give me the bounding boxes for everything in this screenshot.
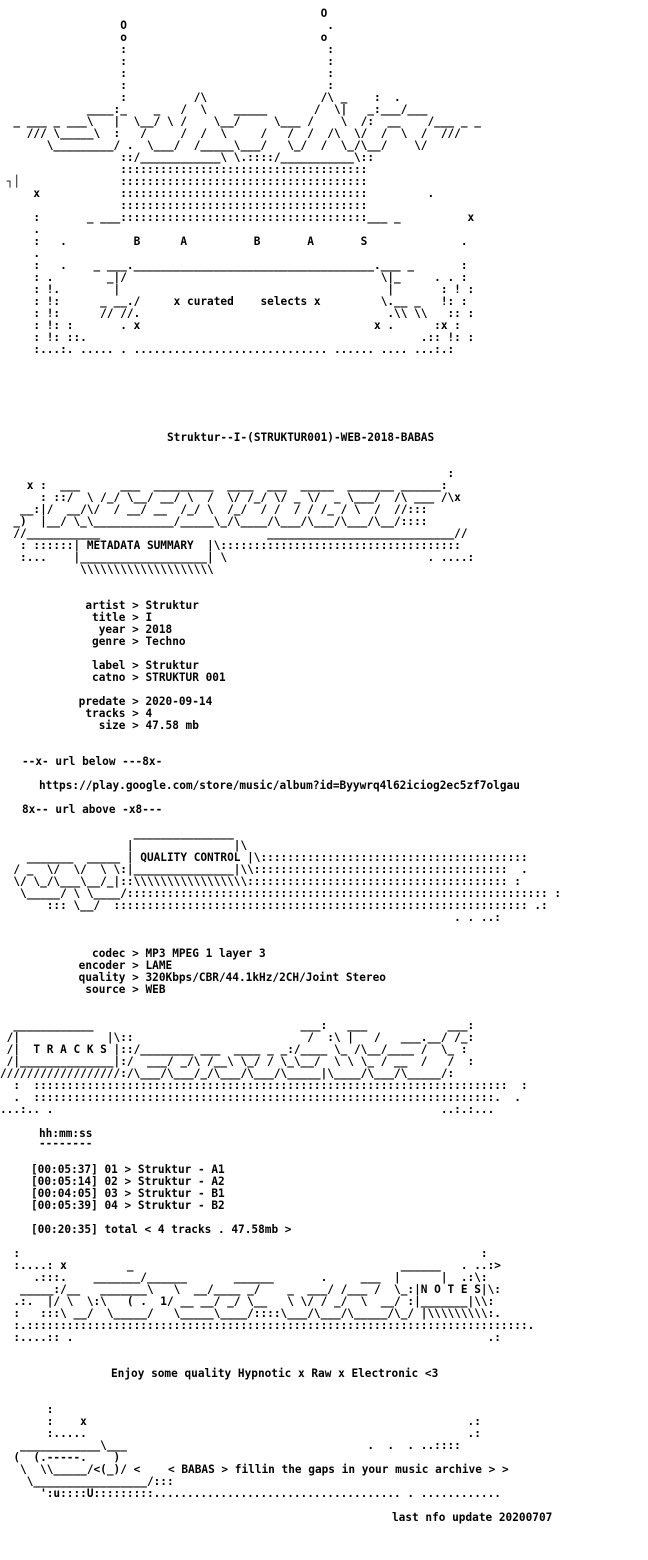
album-url[interactable]: https://play.google.com/store/music/album?id=Byywrq4l62iciog2ec5zf7olgau	[39, 779, 520, 792]
track-title: A1	[211, 1163, 225, 1176]
tracklist-total: [00:20:35] total < 4 tracks . 47.58mb >	[31, 1223, 292, 1236]
track-artist: Struktur	[137, 1187, 192, 1200]
codec-value: MP3 MPEG 1 layer 3	[145, 947, 266, 960]
catno-value: STRUKTUR 001	[145, 671, 226, 684]
quality-logo-art: _______________ | |\ _______ _____ | QUALITY CONTROL |\:::::::::::::::::::::::::::::::::::::::: / _ \/ \/ \ \:|_______________|\\:::::::::::::::::::::::::::::::::::::: . \/ \_/\___\__/_|::\\\\\\\\\\\\\\\\\::::::::::::::::::::::::::::::::::::::: : \_____/ \ \____/::::::::::::::::::::::::::::::::::::::::::::::::::::::::::::::: : ::: \__/ :::::::::::::::::::::::::::::::::::::::::::::::::::::::::::::: .: . . ..:	[13, 827, 562, 924]
track-artist: Struktur	[137, 1199, 192, 1212]
tracks-value: 4	[145, 707, 153, 720]
source-label: source	[72, 983, 126, 996]
track-title: B1	[211, 1187, 225, 1200]
track-number: 01	[104, 1163, 118, 1176]
genre-label: genre	[72, 635, 126, 648]
genre-value: Techno	[145, 635, 186, 648]
track-artist: Struktur	[137, 1163, 192, 1176]
tracks-label: tracks	[72, 707, 126, 720]
quality-label: quality	[72, 971, 126, 984]
track-row: [00:05:37] 01 > Struktur - A1	[31, 1163, 225, 1176]
track-time: [00:04:05]	[31, 1187, 98, 1200]
encoder-label: encoder	[72, 959, 126, 972]
footer-logo-art: : : x .: :..... .: ____________\___ . . . ..:::: ( (.-----. ) \ \\_____/<(_)/ < \_________________/::: ':u::::U:::::::::..................................... . ............	[13, 1403, 501, 1500]
metadata-logo-art: : x : ___ ___ _________ ____ ___ _____ _______ ______: : ::/ \ /_/ \__/ __/ \ / \/ /_/ \/ _ \/ _ \___/ /\ ___ /\x __:|/ __/\/ / __/ __ /_/ \ /_/ / / / / /_ / \ / //::: _) |__/ \_\____________/_____\_/\____/\___/\___/\___/\__/:::: //___________ ____________________________// : ::::::| METADATA SUMMARY |\:::::::::::::::::::::::::::::::::::: :... |___________________| \ . ....: \\\\\\\\\\\\\\\\\\\\	[13, 467, 475, 576]
tracklist-format-underline: --------	[39, 1137, 93, 1150]
title-label: title	[72, 611, 126, 624]
track-title: B2	[211, 1199, 225, 1212]
track-row: [00:05:14] 02 > Struktur - A2	[31, 1175, 225, 1188]
header-logo-art: O O . o o : : : : : : : : : /\ /\ _ : . ____:_ _ / \ _____ / \| _:___/___ _ ___ _ ___\ | \__/ \ / \__/ \___ / \ /: __ /___ _ _ /// \_____\ : / / / \ / / / /\ \/ / \ / /// \_________/ . \___/ /_____\___/ \_/ / \_/\__/ \/ ::/____________\ \.::::/___________\:: ::::::::::::::::::::::::::::::::::::: ┐│ ::::::::::::::::::::::::::::::::::::: x ::::::::::::::::::::::::::::::::::::: . ::::::::::::::::::::::::::::::::::::: : _ ___:::::::::::::::::::::::::::::::::::::___ _ x . : . B A B A S . . : . _ ___.____________________________________.___ _ : : . _|/ \|_ . . : : !. | | : ! : : !: _ __./ x curated selects x \.__ _ !: : : !: // //. .\\ \\ :: : : !: : . x x . :x : : !: ::. .:: !: : :...:. ..... . ............................. ...... .... ...:.:	[6, 7, 481, 356]
encoder-value: LAME	[145, 959, 173, 972]
tracks-logo-art: ____________ ___: ___ ___: /| |\:: / :\ | / ___.__/ /_: /| T R A C K S |::/________ ___ ____ _ _:/____ \_ /\__/____ / \_ : /|______________|:/ ___/ _/\ /__\ \_/ / \_\__/ \ \ \_ / __ / / : //////////////////:/\___/\___/_/\___/\___/\_____|\____/\___/\_____/: : ::::::::::::::::::::::::::::::::::::::::::::::::::::::::::::::::::::::: : . :::::::::::::::::::::::::::::::::::::::::::::::::::::::::::::::::::::. . ...:.. . ..:.:...	[0, 1019, 528, 1116]
notes-logo-art: : : :....: x _ ______ . ..:> .:::. _______/______ ______ . ___ | | .:\: _____:/__ _______\ \ __/____ _/ _ ___/ /___ / \_:|N O T E S|\: .:. |/ \ \:\ ( . 1/ __ __/ _/ \__ \ \/ / _/ \ __/ :|_______|\\: : :::\ __/ \_____/ \_____\____/::::\___/\___/\_____/\_/ |\\\\\\\\\:. :.:::::::::::::::::::::::::::::::::::::::::::::::::::::::::::::::::::::::::::. :....:: . .:	[13, 1247, 535, 1344]
tracklist-format-header: hh:mm:ss	[39, 1127, 93, 1140]
title-value: I	[145, 611, 153, 624]
quality-block: codec > MP3 MPEG 1 layer 3 encoder > LAME quality > 320Kbps/CBR/44.1kHz/2CH/Joint Stereo source > WEB	[72, 947, 386, 996]
predate-label: predate	[72, 695, 126, 708]
track-time: [00:05:37]	[31, 1163, 98, 1176]
track-row: [00:05:39] 04 > Struktur - B2	[31, 1199, 225, 1212]
track-number: 04	[104, 1199, 118, 1212]
notes-text: Enjoy some quality Hypnotic x Raw x Electronic <3	[111, 1367, 439, 1380]
track-time: [00:05:14]	[31, 1175, 98, 1188]
track-time: [00:05:39]	[31, 1199, 98, 1212]
last-update: last nfo update 20200707	[392, 1511, 553, 1524]
track-row: [00:04:05] 03 > Struktur - B1	[31, 1187, 225, 1200]
track-number: 02	[104, 1175, 118, 1188]
track-artist: Struktur	[137, 1175, 192, 1188]
url-below-marker: 8x-- url above -x8---	[22, 803, 163, 816]
footer-tagline: < BABAS > fillin the gaps in your music archive > >	[168, 1463, 509, 1476]
metadata-block: artist > Struktur title > I year > 2018 genre > Techno label > Struktur catno > STRUKTUR 001 predate > 2020-09-14 tracks > 4 size > 47.58 mb	[72, 599, 226, 732]
quality-value: 320Kbps/CBR/44.1kHz/2CH/Joint Stereo	[145, 971, 386, 984]
label-value: Struktur	[145, 659, 199, 672]
track-number: 03	[104, 1187, 118, 1200]
artist-label: artist	[72, 599, 126, 612]
artist-value: Struktur	[145, 599, 199, 612]
catno-label: catno	[72, 671, 126, 684]
label-label: label	[72, 659, 126, 672]
release-name: Struktur--I-(STRUKTUR001)-WEB-2018-BABAS	[167, 431, 435, 444]
url-above-marker: --x- url below ---8x-	[22, 755, 163, 768]
size-value: 47.58 mb	[145, 719, 199, 732]
size-label: size	[72, 719, 126, 732]
year-label: year	[72, 623, 126, 636]
codec-label: codec	[72, 947, 126, 960]
predate-value: 2020-09-14	[145, 695, 213, 708]
tracklist	[31, 1164, 225, 1212]
year-value: 2018	[145, 623, 173, 636]
source-value: WEB	[145, 983, 166, 996]
track-title: A2	[211, 1175, 225, 1188]
